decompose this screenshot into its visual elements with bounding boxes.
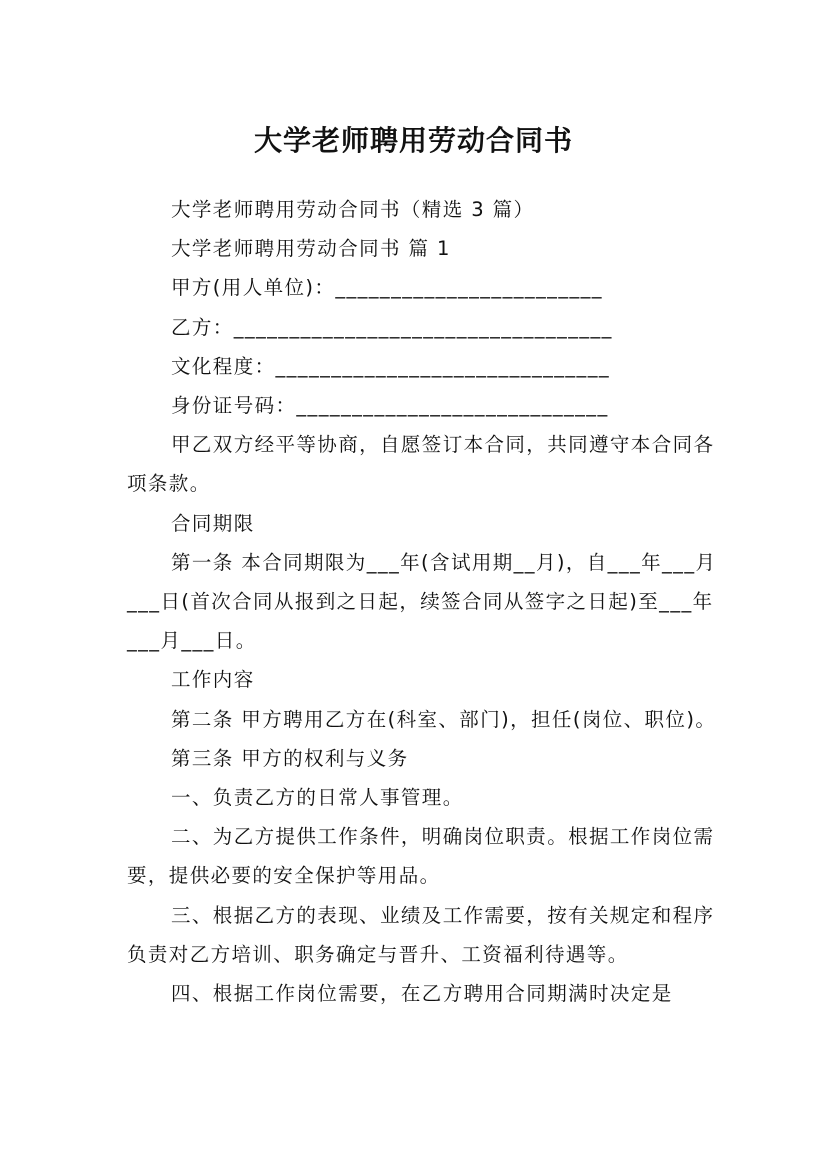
paragraph-article-heading: 大学老师聘用劳动合同书 篇 1 bbox=[171, 237, 451, 261]
field-id-number: 身份证号码：____________________________ bbox=[171, 394, 609, 418]
paragraph-subtitle: 大学老师聘用劳动合同书（精选 3 篇） bbox=[171, 198, 535, 221]
paragraph-item-3: 三、根据乙方的表现、业绩及工作需要，按有关规定和程序负责对乙方培训、职务确定与晋升、工资福利待遇等。 bbox=[127, 903, 715, 966]
paragraph-agreement: 甲乙双方经平等协商，自愿签订本合同，共同遵守本合同各项条款。 bbox=[127, 433, 715, 496]
section-heading-term: 合同期限 bbox=[171, 511, 255, 535]
paragraph-article-1: 第一条 本合同期限为___年(含试用期__月)，自___年___月___日(首次合同从报到之日起，续签合同从签字之日起)至___年___月___日。 bbox=[127, 550, 717, 653]
section-heading-work: 工作内容 bbox=[171, 668, 255, 692]
field-education: 文化程度：______________________________ bbox=[171, 354, 610, 378]
paragraph-article-2: 第二条 甲方聘用乙方在(科室、部门)，担任(岗位、职位)。 bbox=[171, 707, 717, 731]
paragraph-item-2: 二、为乙方提供工作条件，明确岗位职责。根据工作岗位需要，提供必要的安全保护等用品。 bbox=[127, 825, 715, 888]
document-title: 大学老师聘用劳动合同书 bbox=[253, 123, 573, 157]
document-body bbox=[127, 190, 717, 1013]
paragraph-article-3: 第三条 甲方的权利与义务 bbox=[171, 746, 409, 770]
field-party-b: 乙方：__________________________________ bbox=[171, 315, 613, 339]
paragraph-item-4: 四、根据工作岗位需要，在乙方聘用合同期满时决定是 bbox=[171, 982, 673, 1006]
paragraph-item-1: 一、负责乙方的日常人事管理。 bbox=[171, 786, 464, 810]
field-party-a: 甲方(用人单位)：________________________ bbox=[171, 276, 603, 300]
